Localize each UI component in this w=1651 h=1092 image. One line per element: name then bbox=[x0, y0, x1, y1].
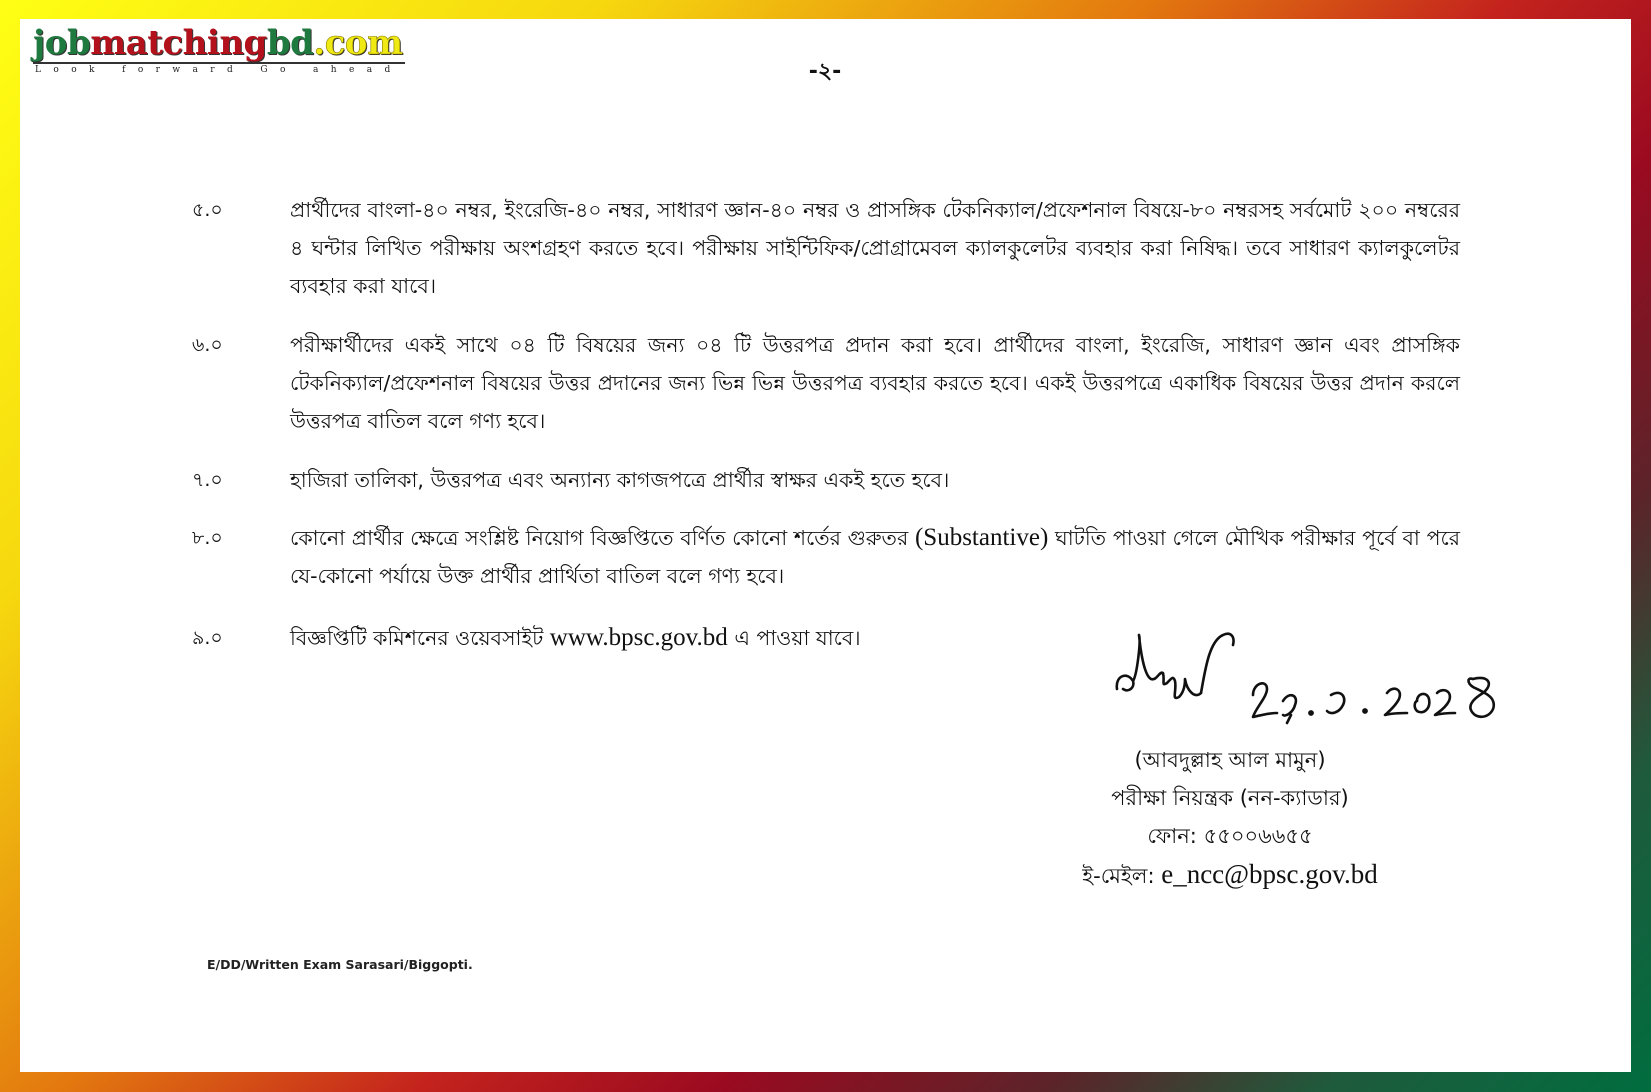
substantive-term: (Substantive) bbox=[914, 524, 1049, 551]
document-page bbox=[20, 19, 1631, 1072]
logo-part-job: job bbox=[33, 23, 91, 63]
clause-text-part: কোনো প্রার্থীর ক্ষেত্রে সংশ্লিষ্ট নিয়োগ বিজ্ঞপ্তিতে বর্ণিত কোনো শর্তের গুরুতর bbox=[290, 526, 915, 550]
clause-text bbox=[290, 519, 1460, 595]
email-value[interactable]: e_ncc@bpsc.gov.bd bbox=[1161, 859, 1378, 889]
logo-part-matching: matching bbox=[90, 23, 267, 63]
logo-wordmark bbox=[33, 25, 413, 61]
email-label: ই-মেইল: bbox=[1082, 864, 1162, 888]
clause-text-part: ঘাটতি পাওয়া গেলে মৌখিক পরীক্ষার পূর্বে বা পরে যে-কোনো পর্যায়ে উক্ত প্রার্থীর প্রার্থিতা বাতিল বলে গণ্য হবে। bbox=[290, 526, 1460, 588]
logo-part-com: .com bbox=[313, 23, 403, 63]
file-reference: E/DD/Written Exam Sarasari/Biggopti. bbox=[207, 957, 473, 972]
website-link[interactable]: www.bpsc.gov.bd bbox=[549, 624, 728, 651]
clause-text-part: এ পাওয়া যাবে। bbox=[727, 626, 861, 650]
clause-number: ৯.০ bbox=[192, 627, 223, 649]
page-number: -২- bbox=[808, 59, 842, 84]
clause-text-part: বিজ্ঞপ্তিটি কমিশনের ওয়েবসাইট bbox=[290, 626, 550, 650]
handwritten-signature bbox=[1105, 631, 1505, 741]
clause-text: প্রার্থীদের বাংলা-৪০ নম্বর, ইংরেজি-৪০ নম্বর, সাধারণ জ্ঞান-৪০ নম্বর ও প্রাসঙ্গিক টেকনিক্যাল/প্রফেশনাল বিষয়ে-৮০ নম্বরসহ সর্বমোট ২০০ নম্বরের ৪ ঘন্টার লিখিত পরীক্ষায় অংশগ্রহণ করতে হবে। পরীক্ষায় সাইন্টিফিক/প্রোগ্রামেবল ক্যালকুলেটর ব্যবহার করা নিষিদ্ধ। তবে সাধারণ ক্যালকুলেটর ব্যবহার করা যাবে। bbox=[290, 198, 1460, 298]
clause-text: হাজিরা তালিকা, উত্তরপত্র এবং অন্যান্য কাগজপত্রে প্রার্থীর স্বাক্ষর একই হতে হবে। bbox=[290, 468, 950, 492]
watermark-logo bbox=[33, 25, 413, 75]
signatory-phone bbox=[1020, 817, 1440, 855]
phone-value: ৫৫০০৬৬৫৫ bbox=[1203, 824, 1313, 848]
logo-tagline: Look forward Go ahead bbox=[35, 65, 403, 75]
signatory-designation: পরীক্ষা নিয়ন্ত্রক (নন-ক্যাডার) bbox=[1111, 786, 1349, 810]
clause-number: ৬.০ bbox=[192, 334, 223, 356]
clause-text: পরীক্ষার্থীদের একই সাথে ০৪ টি বিষয়ের জন্য ০৪ টি উত্তরপত্র প্রদান করা হবে। প্রার্থীদের বাংলা, ইংরেজি, সাধারণ জ্ঞান এবং প্রাসঙ্গিক টেকনিক্যাল/প্রফেশনাল বিষয়ের উত্তর প্রদানের জন্য ভিন্ন ভিন্ন উত্তরপত্র ব্যবহার করতে হবে। একই উত্তরপত্রে একাধিক বিষয়ের উত্তর প্রদান করলে উত্তরপত্র বাতিল বলে গণ্য হবে। bbox=[290, 333, 1460, 433]
signatory-email bbox=[1020, 855, 1440, 895]
signatory-name: (আবদুল্লাহ আল মামুন) bbox=[1134, 748, 1326, 772]
signatory-block bbox=[1020, 741, 1440, 895]
clause-number: ৮.০ bbox=[192, 527, 223, 549]
phone-label: ফোন: bbox=[1147, 824, 1204, 848]
logo-part-bd: bd bbox=[266, 23, 314, 63]
clause-number: ৫.০ bbox=[192, 199, 223, 221]
clause-number: ৭.০ bbox=[192, 469, 223, 491]
